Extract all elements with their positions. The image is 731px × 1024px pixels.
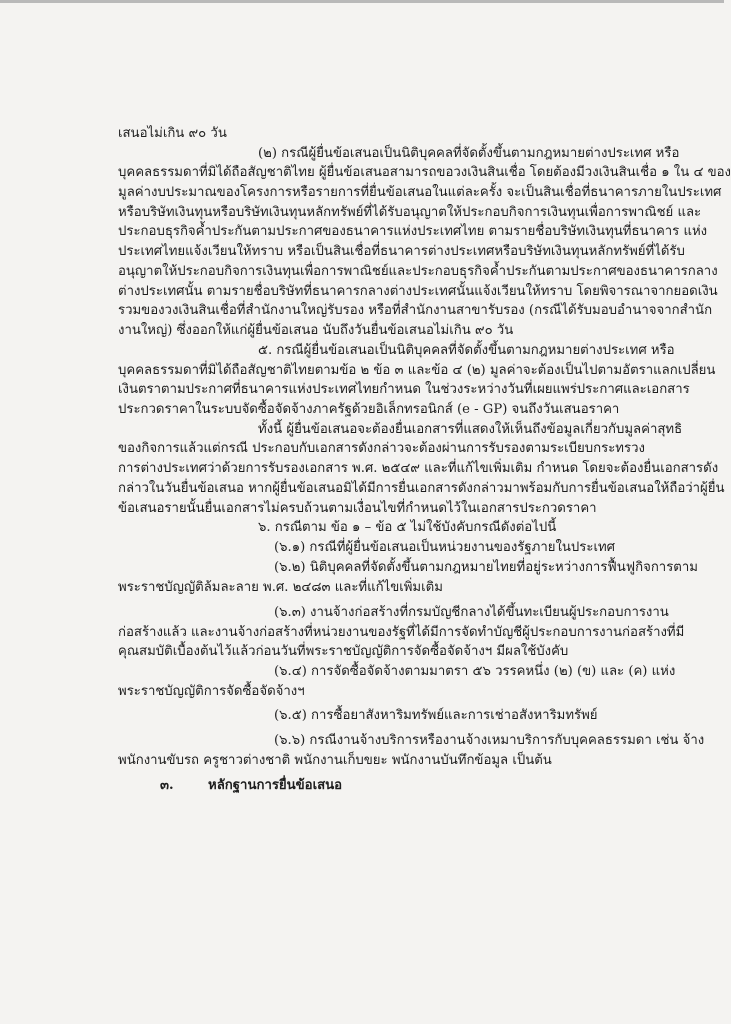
text-line: งานใหญ่) ซึ่งออกให้แก่ผู้ยื่นข้อเสนอ นับถึงวันยื่นข้อเสนอไม่เกิน ๙๐ วัน (118, 323, 514, 338)
text-line: ๖. กรณีตาม ข้อ ๑ – ข้อ ๕ ไม่ใช้บังคับกรณีดังต่อไปนี้ (258, 520, 557, 535)
text-line: ๕. กรณีผู้ยื่นข้อเสนอเป็นนิติบุคคลที่จัดตั้งขึ้นตามกฎหมายต่างประเทศ หรือ (258, 343, 675, 358)
text-line: ข้อเสนอรายนั้นยื่นเอกสารไม่ครบถ้วนตามเงื่อนไขที่กำหนดไว้ในเอกสารประกวดราคา (118, 501, 597, 516)
text-line: อนุญาตให้ประกอบกิจการเงินทุนเพื่อการพาณิชย์และประกอบธุรกิจค้ำประกันตามประกาศของธนาคารกลาง (118, 264, 718, 279)
text-line: (๖.๒) นิติบุคคลที่จัดตั้งขึ้นตามกฎหมายไทยที่อยู่ระหว่างการฟื้นฟูกิจการตาม (274, 560, 698, 575)
section-number: ๓. (160, 778, 174, 793)
text-line: หรือบริษัทเงินทุนหรือบริษัทเงินทุนหลักทรัพย์ที่ได้รับอนุญาตให้ประกอบกิจการเงินทุนเพื่อการพาณิชย์ และ (118, 205, 702, 220)
text-line: (๖.๕) การซื้อยาสังหาริมทรัพย์และการเช่าอสังหาริมทรัพย์ (274, 708, 598, 723)
text-line: บุคคลธรรมดาที่มิได้ถือสัญชาติไทยตามข้อ ๒ ข้อ ๓ และข้อ ๔ (๒) มูลค่าจะต้องเป็นไปตามอัตราแลกเปลี่ยน (118, 363, 716, 378)
text-line: พระราชบัญญัติล้มละลาย พ.ศ. ๒๔๘๓ และที่แก้ไขเพิ่มเติม (118, 580, 443, 595)
text-line: มูลค่างบประมาณของโครงการหรือรายการที่ยื่นข้อเสนอในแต่ละครั้ง จะเป็นสินเชื่อที่ธนาคารภายในประเทศ (118, 185, 722, 200)
section-heading: หลักฐานการยื่นข้อเสนอ (208, 778, 343, 793)
text-line: บุคคลธรรมดาที่มิได้ถือสัญชาติไทย ผู้ยื่นข้อเสนอสามารถขอวงเงินสินเชื่อ โดยต้องมีวงเงินสินเชื่อ ๑ ใน ๔ ของ (118, 165, 731, 180)
text-line: (๖.๑) กรณีที่ผู้ยื่นข้อเสนอเป็นหน่วยงานของรัฐภายในประเทศ (274, 540, 616, 555)
text-line: ทั้งนี้ ผู้ยื่นข้อเสนอจะต้องยื่นเอกสารที่แสดงให้เห็นถึงข้อมูลเกี่ยวกับมูลค่าสุทธิ (258, 422, 683, 437)
text-line: คุณสมบัติเบื้องต้นไว้แล้วก่อนวันที่พระราชบัญญัติการจัดซื้อจัดจ้างฯ มีผลใช้บังคับ (118, 644, 569, 659)
text-line: เสนอไม่เกิน ๙๐ วัน (118, 126, 227, 141)
text-line: ต่างประเทศนั้น ตามรายชื่อบริษัทที่ธนาคารกลางต่างประเทศนั้นแจ้งเวียนให้ทราบ โดยพิจารณาจากยอดเงิน (118, 284, 718, 299)
text-line: ของกิจการแล้วแต่กรณี ประกอบกับเอกสารดังกล่าวจะต้องผ่านการรับรองตามระเบียบกระทรวง (118, 441, 645, 456)
text-line: ประกอบธุรกิจค้ำประกันตามประกาศของธนาคารแห่งประเทศไทย ตามรายชื่อบริษัทเงินทุนที่ธนาคาร แห่ง (118, 224, 708, 239)
text-line: (๖.๓) งานจ้างก่อสร้างที่กรมบัญชีกลางได้ขึ้นทะเบียนผู้ประกอบการงาน (274, 605, 669, 620)
text-line: ก่อสร้างแล้ว และงานจ้างก่อสร้างที่หน่วยงานของรัฐที่ได้มีการจัดทำบัญชีผู้ประกอบการงานก่อสร้างที่มี (118, 625, 685, 640)
text-line: พระราชบัญญัติการจัดซื้อจัดจ้างฯ (118, 684, 305, 699)
text-line: (๖.๖) กรณีงานจ้างบริการหรืองานจ้างเหมาบริการกับบุคคลธรรมดา เช่น จ้าง (274, 733, 705, 748)
text-line: เงินตราตามประกาศที่ธนาคารแห่งประเทศไทยกำหนด ในช่วงระหว่างวันที่เผยแพร่ประกาศและเอกสาร (118, 382, 690, 397)
text-line: ประกวดราคาในระบบจัดซื้อจัดจ้างภาครัฐด้วยอิเล็กทรอนิกส์ (e - GP) จนถึงวันเสนอราคา (118, 402, 620, 417)
text-line: กล่าวในวันยื่นข้อเสนอ หากผู้ยื่นข้อเสนอมิได้มีการยื่นเอกสารดังกล่าวมาพร้อมกับการยื่นข้อเสนอให้ถือว่าผู้ยื่น (118, 481, 725, 496)
text-line: พนักงานขับรถ ครูชาวต่างชาติ พนักงานเก็บขยะ พนักงานบันทึกข้อมูล เป็นต้น (118, 753, 552, 768)
text-line: การต่างประเทศว่าด้วยการรับรองเอกสาร พ.ศ. ๒๕๔๙ และที่แก้ไขเพิ่มเติม กำหนด โดยจะต้องยื่นเอกสารดัง (118, 461, 719, 476)
text-line: (๖.๔) การจัดซื้อจัดจ้างตามมาตรา ๕๖ วรรคหนึ่ง (๒) (ข) และ (ค) แห่ง (274, 664, 676, 679)
text-line: (๒) กรณีผู้ยื่นข้อเสนอเป็นนิติบุคคลที่จัดตั้งขึ้นตามกฎหมายต่างประเทศ หรือ (258, 146, 680, 161)
text-line: รวมของวงเงินสินเชื่อที่สำนักงานใหญ่รับรอง หรือที่สำนักงานสาขารับรอง (กรณีได้รับมอบอำนาจจากสำนัก (118, 303, 713, 318)
text-line: ประเทศไทยแจ้งเวียนให้ทราบ หรือเป็นสินเชื่อที่ธนาคารต่างประเทศหรือบริษัทเงินทุนหลักทรัพย์ที่ได้รับ (118, 244, 685, 259)
